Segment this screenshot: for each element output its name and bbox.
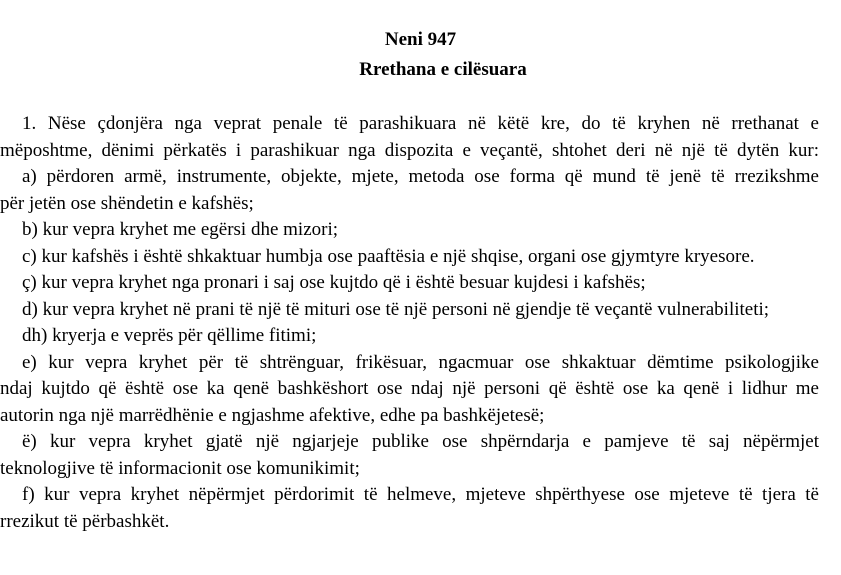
list-item-e-line-1: e) kur vepra kryhet për të shtrënguar, frikësuar, ngacmuar ose shkaktuar dëmtime psikologjike [22,351,819,373]
list-item-e-line-3: autorin nga një marrëdhënie e ngjashme afektive, edhe pa bashkëjetesë; [0,404,545,426]
list-item-d: d) kur vepra kryhet në prani të një të mituri ose të një personi në gjendje të veçantë vulnerabiliteti; [22,298,770,320]
list-item-a-line-1: a) përdoren armë, instrumente, objekte, mjete, metoda ose forma që mund të jenë të rrezikshme [22,166,819,187]
list-item-f-line-1: f) kur vepra kryhet nëpërmjet përdorimit të helmeve, mjeteve shpërthyese ose mjeteve të tjera të [22,484,819,505]
article-body [0,111,819,535]
list-item-e-diaeresis-line-2: teknologjive të informacionit ose komunikimit; [0,457,360,479]
list-item-f-line-2: rrezikut të përbashkët. [0,510,170,532]
list-item-b: b) kur vepra kryhet me egërsi dhe mizori; [22,219,339,240]
list-item-e-diaeresis-line-1: ë) kur vepra kryhet gjatë një ngjarjeje publike ose shpërndarja e pamjeve të saj nëpërmjet [22,431,819,452]
list-item-c-cedilla: ç) kur vepra kryhet nga pronari i saj ose kujtdo që i është besuar kujdesi i kafshës; [22,272,646,293]
list-item-c: c) kur kafshës i është shkaktuar humbja ose paaftësia e një shqise, organi ose gjymtyre kryesore. [22,245,755,267]
paragraph-line-intro-2: mëposhtme, dënimi përkatës i parashikuar nga dispozita e veçantë, shtohet deri në një të dytën kur: [0,139,819,161]
paragraph-line-intro-1: 1. Nëse çdonjëra nga veprat penale të parashikuara në këtë kre, do të kryhen në rrethanat e [22,113,819,134]
article-title: Rrethana e cilësuara [359,59,527,80]
list-item-e-line-2: ndaj kujtdo që është ose ka qenë bashkëshort ose ndaj një personi që është ose ka qenë i lidhur me [0,378,819,399]
article-number: Neni 947 [384,29,457,50]
list-item-dh: dh) kryerja e veprës për qëllime fitimi; [22,325,317,346]
list-item-a-line-2: për jetën ose shëndetin e kafshës; [0,192,254,214]
